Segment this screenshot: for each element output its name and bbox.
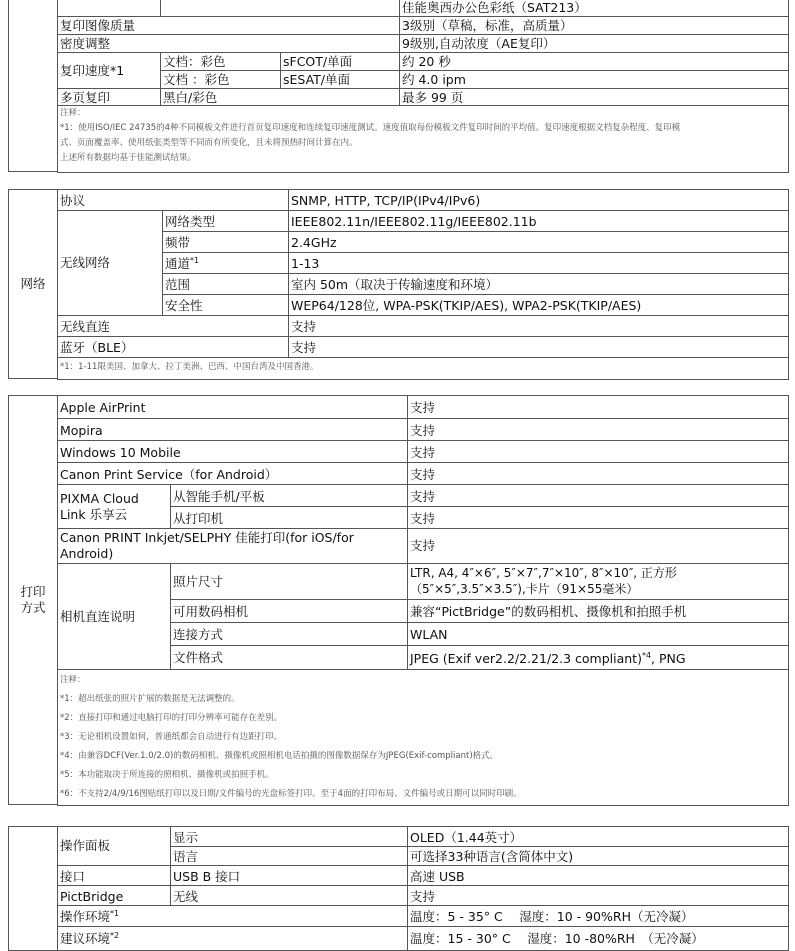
ble-value: 支持 (288, 336, 789, 358)
multi-page-value: 最多 99 页 (399, 88, 789, 106)
network-note: *1：1-11限美国、加拿大、拉丁美洲、巴西、中国台湾及中国香港。 (60, 362, 319, 372)
windows-mobile-value: 支持 (407, 440, 789, 463)
connection-value: WLAN (407, 622, 789, 646)
copy-speed-doc-1: 文档：彩色 (160, 52, 281, 71)
copy-spec-section (8, 0, 788, 172)
pictbridge-value: 支持 (407, 885, 789, 906)
op-env-value: 温度：5 - 35° C 湿度：10 - 90%RH（无冷凝） (407, 905, 789, 927)
windows-mobile-label: Windows 10 Mobile (57, 440, 408, 463)
pixma-sub2-value: 支持 (407, 506, 789, 529)
rec-env-value: 温度：15 - 30° C 湿度：10 -80%RH （无冷凝） (407, 926, 789, 951)
density-label: 密度调整 (57, 34, 401, 53)
pixma-sub1-label: 从智能手机/平板 (170, 484, 408, 507)
protocol-value: SNMP, HTTP, TCP/IP(IPv4/IPv6) (288, 189, 789, 211)
rec-env-label-cell (57, 926, 408, 951)
ble-label: 蓝牙（BLE） (57, 336, 289, 358)
print-note-4: *4：由兼容DCF(Ver.1.0/2.0)的数码相机、摄像机或照相机电话拍摄的图像数据保存为JPEG(Exif-compliant)格式。 (60, 751, 499, 761)
channel-value: 1-13 (288, 252, 789, 274)
mopira-label: Mopira (57, 418, 408, 441)
print-category-line1: 打印 (20, 584, 46, 599)
copy-category-cell (8, 0, 58, 172)
language-label: 语言 (170, 846, 408, 866)
airprint-value: 支持 (407, 395, 789, 419)
paper-label-cell (57, 0, 161, 17)
copy-speed-label: 复印速度*1 (57, 52, 161, 89)
photo-size-label: 照片尺寸 (170, 563, 408, 600)
pixma-sub1-value: 支持 (407, 484, 789, 507)
paper-blank-cell (160, 0, 400, 17)
security-label: 安全性 (162, 294, 289, 316)
copy-note-3: 上述所有数据均基于佳能测试结果。 (60, 153, 197, 163)
print-note-3: *3：无论相机设置如何，普通纸都会自动进行有边距打印。 (60, 732, 283, 742)
channel-label-cell (162, 252, 289, 274)
copy-speed-value-2: 约 4.0 ipm (399, 70, 789, 89)
connection-label: 连接方式 (170, 622, 408, 646)
canon-print-inkjet-label: Canon PRINT Inkjet/SELPHY 佳能打印(for iOS/for Android) (57, 528, 408, 564)
multi-page-label: 多页复印 (57, 88, 161, 106)
pixma-sub2-label: 从打印机 (170, 506, 408, 529)
security-value: WEP64/128位, WPA-PSK(TKIP/AES), WPA2-PSK(TKIP/AES) (288, 294, 789, 316)
general-spec-section (8, 826, 788, 950)
camera-direct-label: 相机直连说明 (57, 563, 171, 670)
file-format-value-extra: , PNG (651, 651, 686, 666)
wireless-type-label: 网络类型 (162, 210, 289, 232)
general-category (8, 826, 58, 951)
interface-type: USB B 接口 (170, 865, 408, 886)
print-service-label: Canon Print Service（for Android） (57, 462, 408, 485)
protocol-label: 协议 (57, 189, 289, 211)
network-section (8, 189, 788, 379)
wireless-direct-value: 支持 (288, 315, 789, 337)
file-format-footnote-mark: *4 (641, 650, 652, 660)
multi-page-mode: 黑白/彩色 (160, 88, 400, 106)
print-service-value: 支持 (407, 462, 789, 485)
copy-speed-mode-2: sESAT/单面 (280, 70, 400, 89)
copy-quality-value: 3级别（草稿，标准，高质量） (399, 16, 789, 35)
range-label: 范围 (162, 273, 289, 295)
wireless-direct-label: 无线直连 (57, 315, 289, 337)
interface-label: 接口 (57, 865, 171, 886)
copy-note-2: 式、页面覆盖率、使用纸张类型等不同而有所变化，且未将预热时间计算在内。 (60, 138, 358, 148)
band-label: 频带 (162, 231, 289, 253)
range-value: 室内 50m（取决于传输速度和环境） (288, 273, 789, 295)
copy-note-1: *1：使用ISO/IEC 24735的4种不同模板文件进行首页复印速度和连续复印速度测试。速度值取每份模板文件复印时间的平均值。复印速度根据文档复杂程度、复印模 (60, 123, 681, 133)
print-note-1: *1：超出纸张的照片扩展的数据是无法调整的。 (60, 694, 240, 704)
copy-speed-mode-1: sFCOT/单面 (280, 52, 400, 71)
photo-size-value: LTR, A4, 4″×6″, 5″×7″,7″×10″, 8″×10″, 正方形（5″×5″,3.5″×3.5″),卡片（91×55毫米） (407, 563, 789, 600)
mopira-value: 支持 (407, 418, 789, 441)
interface-value: 高速 USB (407, 865, 789, 886)
wireless-label: 无线网络 (57, 210, 163, 316)
pixma-cloud-label: PIXMA Cloud Link 乐享云 (57, 484, 171, 529)
copy-quality-label: 复印图像质量 (57, 16, 401, 35)
network-category: 网络 (8, 189, 58, 379)
display-label: 显示 (170, 826, 408, 847)
print-note-5: *5：本功能取决于所连接的照相机、摄像机或拍照手机。 (60, 770, 274, 780)
available-camera-value: 兼容“PictBridge”的数码相机、摄像机和拍照手机 (407, 599, 789, 623)
print-note-title: 注释： (60, 675, 86, 685)
language-value: 可选择33种语言(含简体中文) (407, 846, 789, 866)
wireless-type-value: IEEE802.11n/IEEE802.11g/IEEE802.11b (288, 210, 789, 232)
band-value: 2.4GHz (288, 231, 789, 253)
rec-env-label: 建议环境 (60, 931, 111, 946)
file-format-value-cell (407, 645, 789, 670)
pictbridge-label: PictBridge (57, 885, 171, 906)
print-category (8, 395, 58, 805)
copy-speed-doc-2: 文档 ：彩色 (160, 70, 281, 89)
print-note-6: *6：不支持2/4/9/16图贴纸打印以及日期/文件编号的光盘标签打印。至于4面的打印布局、文件编号或日期可以同时印刷。 (60, 789, 522, 799)
channel-footnote-mark: *1 (190, 255, 200, 265)
available-camera-label: 可用数码相机 (170, 599, 408, 623)
display-value: OLED（1.44英寸） (407, 826, 789, 847)
copy-speed-value-1: 约 20 秒 (399, 52, 789, 71)
paper-value: 佳能奥西办公色彩纸（SAT213） (399, 0, 789, 17)
pictbridge-type: 无线 (170, 885, 408, 906)
channel-label: 通道 (165, 256, 191, 271)
op-env-footnote-mark: *1 (110, 908, 120, 918)
file-format-label: 文件格式 (170, 645, 408, 670)
copy-note-title: 注释： (60, 108, 86, 118)
operation-panel-label: 操作面板 (57, 826, 171, 866)
op-env-label-cell (57, 905, 408, 927)
canon-print-inkjet-value: 支持 (407, 528, 789, 564)
airprint-label: Apple AirPrint (57, 395, 408, 419)
rec-env-footnote-mark: *2 (110, 930, 120, 940)
file-format-value: JPEG (Exif ver2.2/2.21/2.3 compliant) (410, 651, 642, 666)
print-method-section (8, 395, 788, 805)
op-env-label: 操作环境 (60, 909, 111, 924)
print-note-2: *2：直接打印和通过电脑打印的打印分辨率可能存在差别。 (60, 713, 283, 723)
density-value: 9级别,自动浓度（AE复印） (399, 34, 789, 53)
print-category-line2: 方式 (20, 600, 46, 615)
